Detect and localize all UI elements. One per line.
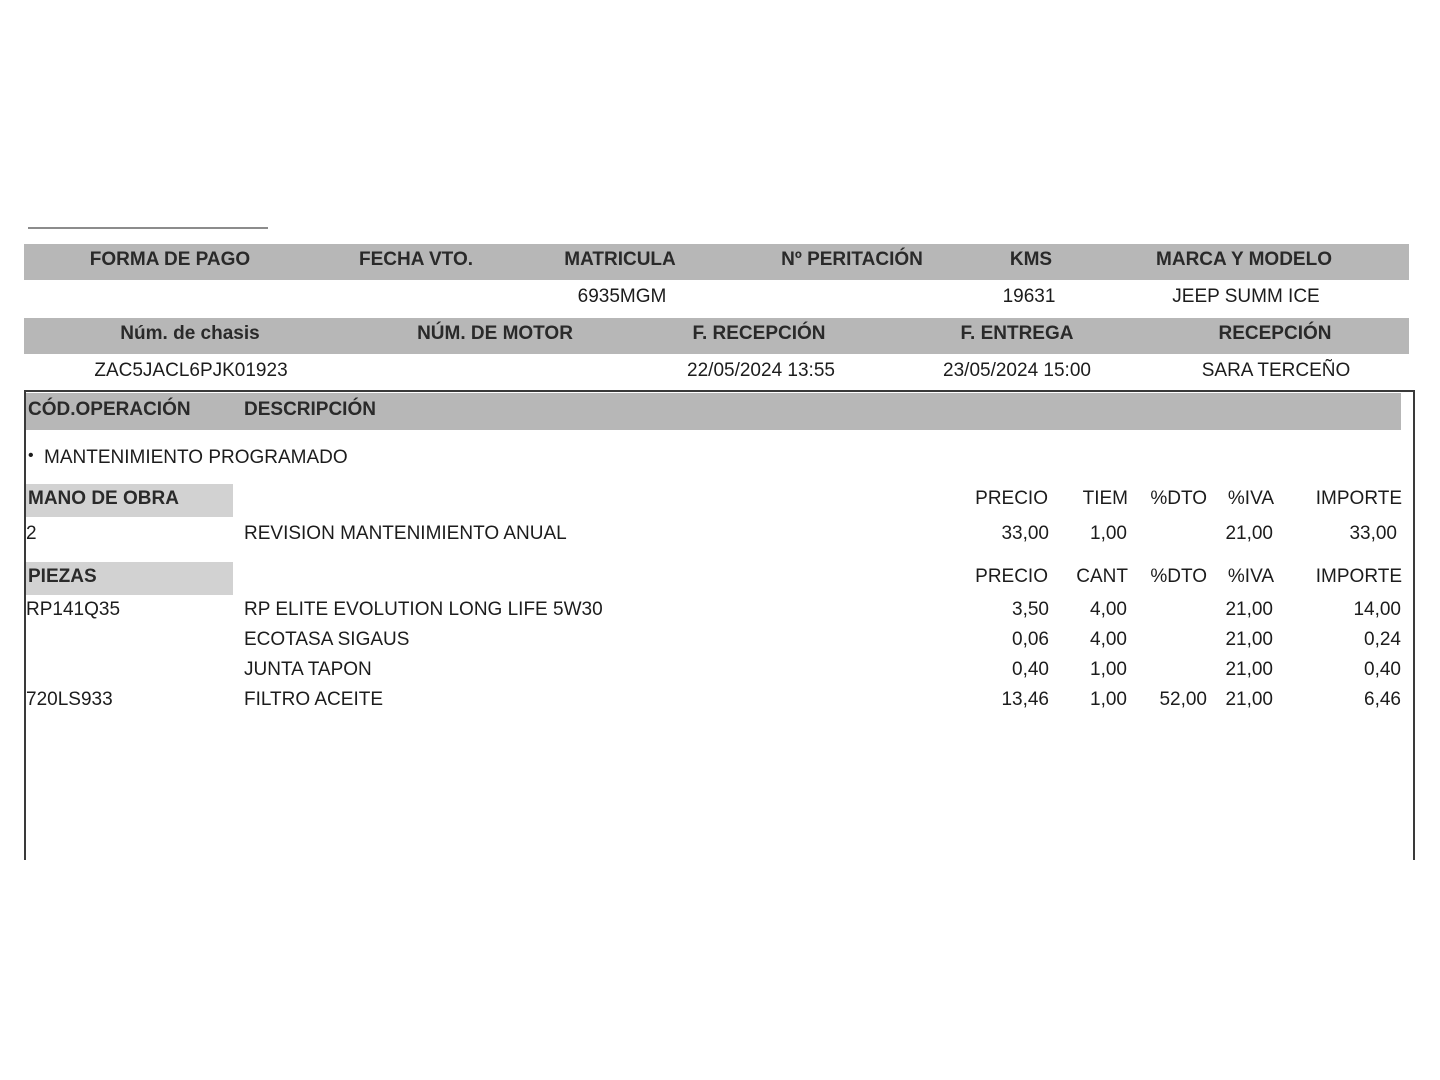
header-f-entrega: F. ENTREGA: [960, 323, 1074, 344]
part-importe: 0,24: [1364, 629, 1401, 650]
header-cod-operacion: CÓD.OPERACIÓN: [28, 399, 191, 420]
header-chasis: Núm. de chasis: [120, 323, 260, 344]
header-recepcion: RECEPCIÓN: [1218, 323, 1332, 344]
part-description: RP ELITE EVOLUTION LONG LIFE 5W30: [244, 599, 603, 620]
value-matricula: 6935MGM: [577, 286, 667, 307]
labor-code: 2: [26, 523, 37, 544]
header-matricula: MATRICULA: [564, 249, 676, 270]
labor-col-importe: IMPORTE: [1315, 488, 1402, 509]
header-peritacion: Nº PERITACIÓN: [781, 249, 923, 270]
parts-col-precio: PRECIO: [975, 566, 1048, 587]
part-precio: 0,06: [1012, 629, 1049, 650]
part-description: JUNTA TAPON: [244, 659, 372, 680]
header-f-recepcion: F. RECEPCIÓN: [692, 323, 826, 344]
labor-tiem: 1,00: [1090, 523, 1127, 544]
bullet-icon: •: [28, 447, 34, 464]
labor-col-precio: PRECIO: [975, 488, 1048, 509]
value-f-recepcion: 22/05/2024 13:55: [687, 360, 835, 381]
part-dto: 52,00: [1159, 689, 1207, 710]
labor-description: REVISION MANTENIMIENTO ANUAL: [244, 523, 567, 544]
part-cant: 4,00: [1090, 599, 1127, 620]
part-cant: 4,00: [1090, 629, 1127, 650]
labor-importe: 33,00: [1349, 523, 1397, 544]
part-iva: 21,00: [1225, 629, 1273, 650]
operations-header-band: [26, 393, 1401, 430]
part-iva: 21,00: [1225, 599, 1273, 620]
part-cant: 1,00: [1090, 659, 1127, 680]
part-precio: 3,50: [1012, 599, 1049, 620]
parts-col-cant: CANT: [1076, 566, 1128, 587]
part-precio: 13,46: [1001, 689, 1049, 710]
labor-iva: 21,00: [1225, 523, 1273, 544]
header-descripcion: DESCRIPCIÓN: [244, 399, 376, 420]
part-description: ECOTASA SIGAUS: [244, 629, 410, 650]
labor-precio: 33,00: [1001, 523, 1049, 544]
value-marca-modelo: JEEP SUMM ICE: [1172, 286, 1320, 307]
parts-section-title: PIEZAS: [28, 566, 97, 587]
part-iva: 21,00: [1225, 689, 1273, 710]
value-f-entrega: 23/05/2024 15:00: [943, 360, 1091, 381]
part-importe: 14,00: [1353, 599, 1401, 620]
value-recepcion: SARA TERCEÑO: [1201, 360, 1351, 381]
parts-col-dto: %DTO: [1150, 566, 1207, 587]
labor-section-title: MANO DE OBRA: [28, 488, 179, 509]
part-code: RP141Q35: [26, 599, 121, 620]
header-fecha-vto: FECHA VTO.: [358, 249, 474, 270]
labor-col-iva: %IVA: [1227, 488, 1274, 509]
part-precio: 0,40: [1012, 659, 1049, 680]
header-motor: NÚM. DE MOTOR: [417, 323, 573, 344]
value-kms: 19631: [1002, 286, 1056, 307]
part-code: 720LS933: [26, 689, 113, 710]
parts-col-importe: IMPORTE: [1315, 566, 1402, 587]
header-forma-pago: FORMA DE PAGO: [89, 249, 251, 270]
value-chasis: ZAC5JACL6PJK01923: [94, 360, 288, 381]
part-cant: 1,00: [1090, 689, 1127, 710]
header-kms: KMS: [1009, 249, 1053, 270]
part-description: FILTRO ACEITE: [244, 689, 384, 710]
operation-group-title: MANTENIMIENTO PROGRAMADO: [44, 447, 348, 468]
parts-col-iva: %IVA: [1227, 566, 1274, 587]
part-importe: 6,46: [1364, 689, 1401, 710]
part-iva: 21,00: [1225, 659, 1273, 680]
part-importe: 0,40: [1364, 659, 1401, 680]
top-divider: [28, 227, 268, 229]
labor-col-dto: %DTO: [1150, 488, 1207, 509]
header-marca-modelo: MARCA Y MODELO: [1156, 249, 1332, 270]
labor-col-tiem: TIEM: [1082, 488, 1128, 509]
